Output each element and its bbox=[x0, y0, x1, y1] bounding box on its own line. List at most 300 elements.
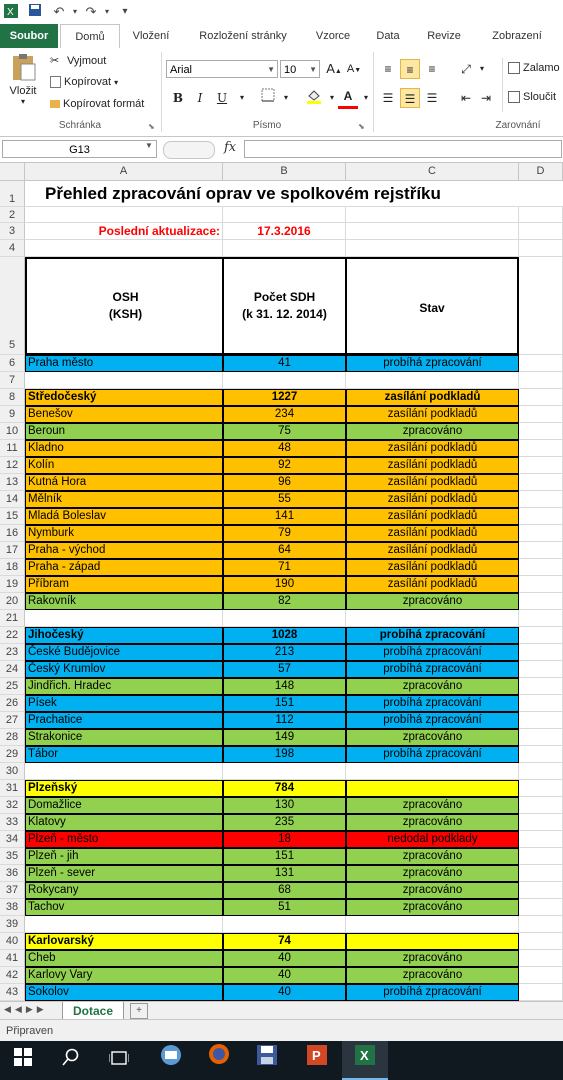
cell-osh[interactable]: České Budějovice bbox=[25, 644, 223, 661]
cell-sdh-count[interactable]: 1227 bbox=[223, 389, 346, 406]
cell-sdh-count[interactable] bbox=[223, 763, 346, 780]
row-header[interactable]: 18 bbox=[0, 559, 25, 576]
cell-sdh-count[interactable]: 64 bbox=[223, 542, 346, 559]
cell-status[interactable]: probíhá zpracování bbox=[346, 984, 519, 1001]
cell[interactable] bbox=[25, 207, 223, 223]
cell-status[interactable]: zasílání podkladů bbox=[346, 525, 519, 542]
sheet-nav-arrows-icon[interactable]: ◀◀▶▶ bbox=[4, 1004, 48, 1014]
decrease-indent-icon[interactable]: ⇤ bbox=[460, 91, 472, 105]
align-middle-icon[interactable]: ≡ bbox=[400, 59, 420, 79]
cell-osh[interactable]: Kolín bbox=[25, 457, 223, 474]
cell[interactable] bbox=[519, 440, 563, 457]
cell-sdh-count[interactable]: 41 bbox=[223, 355, 346, 372]
cell[interactable] bbox=[519, 967, 563, 984]
table-row bbox=[0, 389, 563, 406]
cell-status[interactable]: zpracováno bbox=[346, 899, 519, 916]
tab-home[interactable]: Domů bbox=[60, 24, 120, 49]
table-row bbox=[0, 882, 563, 899]
cell-osh[interactable]: Praha město bbox=[25, 355, 223, 372]
cell-sdh-count[interactable] bbox=[223, 916, 346, 933]
cell-sdh-count[interactable] bbox=[223, 372, 346, 389]
fill-color-dropdown-icon[interactable]: ▾ bbox=[329, 93, 334, 102]
cell-status[interactable]: zpracováno bbox=[346, 814, 519, 831]
paste-button[interactable] bbox=[6, 52, 40, 112]
cell-osh[interactable]: Písek bbox=[25, 695, 223, 712]
cell-osh[interactable]: Mladá Boleslav bbox=[25, 508, 223, 525]
cell-sdh-count[interactable]: 149 bbox=[223, 729, 346, 746]
cell[interactable] bbox=[519, 933, 563, 950]
cell-sdh-count[interactable]: 51 bbox=[223, 899, 346, 916]
sheet-row bbox=[0, 181, 563, 207]
customize-qat-icon[interactable]: ▾ bbox=[122, 6, 128, 17]
cut-button[interactable] bbox=[50, 54, 106, 68]
tab-file[interactable]: Soubor bbox=[0, 24, 58, 48]
cell-osh[interactable]: Praha - východ bbox=[25, 542, 223, 559]
cell[interactable] bbox=[519, 627, 563, 644]
borders-icon[interactable] bbox=[258, 88, 278, 108]
tab-view[interactable]: Zobrazení bbox=[492, 30, 542, 42]
cell-osh[interactable]: Domažlice bbox=[25, 797, 223, 814]
cell-status[interactable]: probíhá zpracování bbox=[346, 644, 519, 661]
row-header[interactable]: 10 bbox=[0, 423, 25, 440]
font-color-dropdown-icon[interactable]: ▾ bbox=[363, 93, 368, 102]
cell-status[interactable]: probíhá zpracování bbox=[346, 712, 519, 729]
name-box[interactable] bbox=[2, 140, 157, 158]
cell-sdh-count[interactable]: 71 bbox=[223, 559, 346, 576]
firefox-icon[interactable] bbox=[196, 1041, 242, 1080]
table-row bbox=[0, 780, 563, 797]
tab-page-layout[interactable]: Rozložení stránky bbox=[199, 30, 287, 42]
row-header[interactable]: 41 bbox=[0, 950, 25, 967]
excel-app-icon[interactable] bbox=[2, 3, 20, 21]
outlook-icon[interactable] bbox=[148, 1041, 194, 1080]
row-header[interactable]: 30 bbox=[0, 763, 25, 780]
select-all-corner[interactable] bbox=[0, 163, 25, 180]
table-row bbox=[0, 644, 563, 661]
cell-osh[interactable]: Benešov bbox=[25, 406, 223, 423]
cell-osh[interactable]: Jihočeský bbox=[25, 627, 223, 644]
table-row bbox=[0, 542, 563, 559]
table-row bbox=[0, 712, 563, 729]
cell[interactable] bbox=[25, 240, 223, 257]
cell-osh[interactable]: Nymburk bbox=[25, 525, 223, 542]
chevron-down-icon: ▼ bbox=[309, 65, 317, 74]
row-header[interactable]: 11 bbox=[0, 440, 25, 457]
cell-sdh-count[interactable]: 48 bbox=[223, 440, 346, 457]
fill-color-icon[interactable] bbox=[304, 88, 324, 108]
align-left-icon[interactable]: ☰ bbox=[382, 91, 394, 105]
cell[interactable] bbox=[346, 223, 519, 240]
font-group-label: Písmo bbox=[252, 120, 282, 131]
cell-status[interactable]: probíhá zpracování bbox=[346, 661, 519, 678]
cell-osh[interactable]: Prachatice bbox=[25, 712, 223, 729]
row-header[interactable]: 13 bbox=[0, 474, 25, 491]
cell-osh[interactable]: Cheb bbox=[25, 950, 223, 967]
cell-status[interactable]: zpracováno bbox=[346, 967, 519, 984]
row-header[interactable]: 28 bbox=[0, 729, 25, 746]
cell[interactable] bbox=[223, 207, 346, 223]
cell-osh[interactable]: Příbram bbox=[25, 576, 223, 593]
merge-button[interactable] bbox=[508, 91, 556, 103]
redo-dropdown-icon[interactable]: ▾ bbox=[104, 7, 109, 16]
taskbar bbox=[0, 1041, 563, 1080]
cell[interactable] bbox=[519, 423, 563, 440]
cell-sdh-count[interactable]: 130 bbox=[223, 797, 346, 814]
cell-osh[interactable] bbox=[25, 372, 223, 389]
cell-status[interactable]: zpracováno bbox=[346, 729, 519, 746]
cell[interactable] bbox=[519, 525, 563, 542]
row-header[interactable]: 4 bbox=[0, 240, 25, 257]
cell[interactable] bbox=[519, 593, 563, 610]
header-sdh-count[interactable]: Počet SDH (k 31. 12. 2014) bbox=[223, 257, 346, 355]
cell-status[interactable] bbox=[346, 933, 519, 950]
cell[interactable] bbox=[519, 240, 563, 257]
cell-sdh-count[interactable]: 151 bbox=[223, 695, 346, 712]
cell[interactable] bbox=[519, 797, 563, 814]
cell[interactable] bbox=[346, 240, 519, 257]
row-header[interactable]: 42 bbox=[0, 967, 25, 984]
sheet-title[interactable]: Přehled zpracování oprav ve spolkovém rejstříku bbox=[25, 181, 563, 207]
cell-status[interactable]: zasílání podkladů bbox=[346, 508, 519, 525]
cell-status[interactable]: zasílání podkladů bbox=[346, 491, 519, 508]
increase-indent-icon[interactable]: ⇥ bbox=[480, 91, 492, 105]
cell[interactable] bbox=[519, 882, 563, 899]
cell-status[interactable]: zpracováno bbox=[346, 797, 519, 814]
underline-icon[interactable]: U bbox=[216, 91, 228, 105]
search-icon[interactable] bbox=[48, 1041, 94, 1080]
cell[interactable] bbox=[519, 729, 563, 746]
cell[interactable] bbox=[519, 610, 563, 627]
cell-status[interactable]: zpracováno bbox=[346, 678, 519, 695]
orientation-icon[interactable]: ⤢ bbox=[461, 62, 471, 76]
cell[interactable] bbox=[519, 372, 563, 389]
cell-sdh-count[interactable]: 141 bbox=[223, 508, 346, 525]
row-header[interactable]: 20 bbox=[0, 593, 25, 610]
cell-osh[interactable]: Karlovarský bbox=[25, 933, 223, 950]
last-update-date[interactable]: 17.3.2016 bbox=[223, 223, 346, 240]
cell-sdh-count[interactable]: 79 bbox=[223, 525, 346, 542]
redo-icon[interactable]: ↷ bbox=[85, 4, 97, 19]
row-header[interactable]: 32 bbox=[0, 797, 25, 814]
cell-sdh-count[interactable]: 131 bbox=[223, 865, 346, 882]
tab-data[interactable]: Data bbox=[376, 30, 400, 42]
cell-sdh-count[interactable]: 784 bbox=[223, 780, 346, 797]
cell[interactable] bbox=[519, 780, 563, 797]
column-header-b[interactable]: B bbox=[223, 163, 346, 180]
cell[interactable] bbox=[519, 916, 563, 933]
row-header[interactable]: 26 bbox=[0, 695, 25, 712]
cell[interactable] bbox=[519, 355, 563, 372]
cell-osh[interactable]: Praha - západ bbox=[25, 559, 223, 576]
name-box-dropdown-icon[interactable]: ▼ bbox=[145, 141, 153, 150]
row-header[interactable]: 24 bbox=[0, 661, 25, 678]
cell[interactable] bbox=[346, 207, 519, 223]
cell-sdh-count[interactable]: 74 bbox=[223, 933, 346, 950]
grow-font-icon[interactable]: A▲ bbox=[326, 61, 342, 76]
cell-sdh-count[interactable]: 18 bbox=[223, 831, 346, 848]
sheet-tab-dotace[interactable]: Dotace bbox=[62, 1002, 124, 1020]
cell-osh[interactable]: Mělník bbox=[25, 491, 223, 508]
italic-icon[interactable]: I bbox=[197, 91, 203, 105]
cell[interactable] bbox=[519, 712, 563, 729]
cell[interactable] bbox=[519, 406, 563, 423]
cell[interactable] bbox=[519, 508, 563, 525]
cell-status[interactable]: zpracováno bbox=[346, 848, 519, 865]
cell-status[interactable]: zpracováno bbox=[346, 423, 519, 440]
row-header[interactable]: 40 bbox=[0, 933, 25, 950]
cell[interactable] bbox=[519, 746, 563, 763]
cell-status[interactable] bbox=[346, 763, 519, 780]
column-header-c[interactable]: C bbox=[346, 163, 519, 180]
tab-formulas[interactable]: Vzorce bbox=[315, 30, 351, 42]
cell[interactable] bbox=[519, 848, 563, 865]
cell-sdh-count[interactable]: 75 bbox=[223, 423, 346, 440]
formula-input[interactable] bbox=[244, 140, 562, 158]
cell[interactable] bbox=[519, 865, 563, 882]
cell-sdh-count[interactable]: 96 bbox=[223, 474, 346, 491]
cell[interactable] bbox=[519, 491, 563, 508]
cell-status[interactable]: zpracováno bbox=[346, 593, 519, 610]
cell-status[interactable]: zasílání podkladů bbox=[346, 576, 519, 593]
cell-sdh-count[interactable]: 235 bbox=[223, 814, 346, 831]
cell-osh[interactable]: Karlovy Vary bbox=[25, 967, 223, 984]
cell-osh[interactable]: Sokolov bbox=[25, 984, 223, 1001]
row-header[interactable]: 35 bbox=[0, 848, 25, 865]
cell-sdh-count[interactable]: 234 bbox=[223, 406, 346, 423]
header-status[interactable]: Stav bbox=[346, 257, 519, 355]
cell-osh[interactable] bbox=[25, 763, 223, 780]
cell[interactable] bbox=[519, 223, 563, 240]
cell-status[interactable]: zasílání podkladů bbox=[346, 559, 519, 576]
cell-osh[interactable]: Kutná Hora bbox=[25, 474, 223, 491]
last-update-label[interactable]: Poslední aktualizace: bbox=[25, 223, 223, 240]
cell[interactable] bbox=[519, 831, 563, 848]
row-header[interactable]: 29 bbox=[0, 746, 25, 763]
cell[interactable] bbox=[519, 207, 563, 223]
cell-status[interactable]: zpracováno bbox=[346, 950, 519, 967]
cell-status[interactable]: zasílání podkladů bbox=[346, 389, 519, 406]
merge-label: Sloučit bbox=[523, 91, 557, 103]
row-header[interactable]: 38 bbox=[0, 899, 25, 916]
cell-status[interactable] bbox=[346, 780, 519, 797]
cell-osh[interactable]: Plzeňský bbox=[25, 780, 223, 797]
font-size-combo[interactable] bbox=[280, 60, 320, 78]
cell-sdh-count[interactable]: 190 bbox=[223, 576, 346, 593]
font-color-icon[interactable]: A bbox=[338, 88, 358, 109]
cell[interactable] bbox=[519, 814, 563, 831]
shrink-font-icon[interactable]: A▼ bbox=[346, 63, 362, 75]
cell[interactable] bbox=[519, 644, 563, 661]
cell-status[interactable]: zasílání podkladů bbox=[346, 542, 519, 559]
save-icon[interactable] bbox=[26, 3, 44, 21]
row-header[interactable]: 27 bbox=[0, 712, 25, 729]
cell[interactable] bbox=[519, 678, 563, 695]
row-header[interactable]: 36 bbox=[0, 865, 25, 882]
cell[interactable] bbox=[519, 950, 563, 967]
cell-osh[interactable]: Tachov bbox=[25, 899, 223, 916]
table-row bbox=[0, 508, 563, 525]
name-box-value: G13 bbox=[69, 144, 90, 156]
table-row bbox=[0, 848, 563, 865]
column-header-d[interactable]: D bbox=[519, 163, 563, 180]
align-bottom-icon[interactable]: ≡ bbox=[428, 62, 436, 76]
row-header[interactable]: 19 bbox=[0, 576, 25, 593]
row-header[interactable]: 22 bbox=[0, 627, 25, 644]
cell-status[interactable]: zpracováno bbox=[346, 882, 519, 899]
cell-sdh-count[interactable]: 40 bbox=[223, 950, 346, 967]
align-center-icon[interactable]: ☰ bbox=[400, 88, 420, 108]
cell-status[interactable]: probíhá zpracování bbox=[346, 355, 519, 372]
cell-sdh-count[interactable]: 55 bbox=[223, 491, 346, 508]
cell[interactable] bbox=[519, 984, 563, 1001]
cell-status[interactable] bbox=[346, 372, 519, 389]
cell-status[interactable] bbox=[346, 916, 519, 933]
cell-osh[interactable]: Strakonice bbox=[25, 729, 223, 746]
orientation-dropdown-icon[interactable]: ▾ bbox=[479, 64, 484, 73]
cell-status[interactable]: probíhá zpracování bbox=[346, 746, 519, 763]
formula-bar-handle[interactable] bbox=[163, 141, 215, 159]
cell-status[interactable]: zasílání podkladů bbox=[346, 406, 519, 423]
cell[interactable] bbox=[519, 389, 563, 406]
copy-label: Kopírovat bbox=[64, 76, 112, 88]
row-header[interactable]: 5 bbox=[0, 257, 25, 355]
font-name-combo[interactable] bbox=[166, 60, 278, 78]
cell[interactable] bbox=[519, 457, 563, 474]
cell-status[interactable]: probíhá zpracování bbox=[346, 627, 519, 644]
cell[interactable] bbox=[519, 542, 563, 559]
cell-status[interactable]: zasílání podkladů bbox=[346, 474, 519, 491]
header-osh[interactable]: OSH (KSH) bbox=[25, 257, 223, 355]
row-header[interactable]: 1 bbox=[0, 181, 25, 207]
cell-sdh-count[interactable]: 82 bbox=[223, 593, 346, 610]
insert-function-icon[interactable]: fx bbox=[224, 140, 237, 155]
row-header[interactable]: 23 bbox=[0, 644, 25, 661]
cell-osh[interactable]: Kladno bbox=[25, 440, 223, 457]
cell-status[interactable]: zpracováno bbox=[346, 865, 519, 882]
cell[interactable] bbox=[519, 899, 563, 916]
wrap-text-button[interactable] bbox=[508, 62, 560, 74]
cell-sdh-count[interactable]: 198 bbox=[223, 746, 346, 763]
cell-osh[interactable] bbox=[25, 916, 223, 933]
cell-sdh-count[interactable]: 213 bbox=[223, 644, 346, 661]
align-right-icon[interactable]: ☰ bbox=[426, 91, 438, 105]
row-header[interactable]: 6 bbox=[0, 355, 25, 372]
table-row bbox=[0, 933, 563, 950]
borders-dropdown-icon[interactable]: ▾ bbox=[283, 93, 288, 102]
cell[interactable] bbox=[519, 661, 563, 678]
row-header[interactable]: 37 bbox=[0, 882, 25, 899]
tab-review[interactable]: Revize bbox=[427, 30, 461, 42]
cell-sdh-count[interactable] bbox=[223, 610, 346, 627]
row-header[interactable]: 12 bbox=[0, 457, 25, 474]
tab-insert[interactable]: Vložení bbox=[132, 30, 170, 42]
copy-button[interactable] bbox=[50, 76, 118, 88]
cell-status[interactable]: probíhá zpracování bbox=[346, 695, 519, 712]
cell-sdh-count[interactable]: 112 bbox=[223, 712, 346, 729]
row-header[interactable]: 39 bbox=[0, 916, 25, 933]
undo-icon[interactable]: ↶ bbox=[53, 4, 65, 19]
table-row bbox=[0, 865, 563, 882]
underline-dropdown-icon[interactable]: ▾ bbox=[239, 93, 244, 102]
powerpoint-icon[interactable] bbox=[294, 1041, 340, 1080]
column-header-a[interactable]: A bbox=[25, 163, 223, 180]
cell-sdh-count[interactable]: 1028 bbox=[223, 627, 346, 644]
cell-osh[interactable]: Jindřich. Hradec bbox=[25, 678, 223, 695]
cell-status[interactable]: nedodal podklady bbox=[346, 831, 519, 848]
row-header[interactable]: 25 bbox=[0, 678, 25, 695]
cell-status[interactable] bbox=[346, 610, 519, 627]
row-header[interactable]: 16 bbox=[0, 525, 25, 542]
format-painter-button[interactable] bbox=[50, 98, 144, 110]
undo-dropdown-icon[interactable]: ▾ bbox=[72, 7, 77, 16]
cell-sdh-count[interactable]: 68 bbox=[223, 882, 346, 899]
cell[interactable] bbox=[519, 576, 563, 593]
cell[interactable] bbox=[519, 257, 563, 355]
cell-status[interactable]: zasílání podkladů bbox=[346, 457, 519, 474]
row-header[interactable]: 3 bbox=[0, 223, 25, 240]
cell-osh[interactable]: Beroun bbox=[25, 423, 223, 440]
cell[interactable] bbox=[223, 240, 346, 257]
cell-osh[interactable]: Tábor bbox=[25, 746, 223, 763]
bold-icon[interactable]: B bbox=[172, 91, 184, 105]
cell[interactable] bbox=[519, 695, 563, 712]
cell-sdh-count[interactable]: 148 bbox=[223, 678, 346, 695]
cell[interactable] bbox=[519, 474, 563, 491]
cell[interactable] bbox=[519, 559, 563, 576]
task-view-icon[interactable] bbox=[96, 1041, 142, 1080]
cell-osh[interactable]: Klatovy bbox=[25, 814, 223, 831]
excel-icon[interactable] bbox=[342, 1041, 388, 1080]
cell-osh[interactable]: Český Krumlov bbox=[25, 661, 223, 678]
cell-osh[interactable]: Plzeň - jih bbox=[25, 848, 223, 865]
row-header[interactable]: 31 bbox=[0, 780, 25, 797]
cell-sdh-count[interactable]: 151 bbox=[223, 848, 346, 865]
row-header[interactable]: 17 bbox=[0, 542, 25, 559]
row-header[interactable]: 8 bbox=[0, 389, 25, 406]
cell[interactable] bbox=[519, 763, 563, 780]
svg-text:P: P bbox=[312, 1048, 321, 1063]
save-app-icon[interactable] bbox=[244, 1041, 290, 1080]
paste-label: Vložit bbox=[9, 85, 37, 97]
row-header[interactable]: 34 bbox=[0, 831, 25, 848]
row-header[interactable]: 14 bbox=[0, 491, 25, 508]
align-top-icon[interactable]: ≡ bbox=[384, 62, 392, 76]
row-header[interactable]: 43 bbox=[0, 984, 25, 1001]
row-header[interactable]: 21 bbox=[0, 610, 25, 627]
cell-osh[interactable]: Rokycany bbox=[25, 882, 223, 899]
cell-osh[interactable]: Plzeň - město bbox=[25, 831, 223, 848]
sheet-row bbox=[0, 207, 563, 223]
row-header[interactable]: 33 bbox=[0, 814, 25, 831]
cell-osh[interactable]: Rakovník bbox=[25, 593, 223, 610]
row-header[interactable]: 15 bbox=[0, 508, 25, 525]
clipboard-launcher-icon[interactable]: ⬊ bbox=[148, 122, 155, 131]
new-sheet-icon[interactable]: + bbox=[130, 1003, 148, 1019]
cell-sdh-count[interactable]: 57 bbox=[223, 661, 346, 678]
row-header[interactable]: 7 bbox=[0, 372, 25, 389]
row-header[interactable]: 2 bbox=[0, 207, 25, 223]
cell-osh[interactable]: Plzeň - sever bbox=[25, 865, 223, 882]
cell-status[interactable]: zasílání podkladů bbox=[346, 440, 519, 457]
cell-osh[interactable] bbox=[25, 610, 223, 627]
font-launcher-icon[interactable]: ⬊ bbox=[358, 122, 365, 131]
cell-sdh-count[interactable]: 92 bbox=[223, 457, 346, 474]
cell-osh[interactable]: Středočeský bbox=[25, 389, 223, 406]
cell-sdh-count[interactable]: 40 bbox=[223, 984, 346, 1001]
row-header[interactable]: 9 bbox=[0, 406, 25, 423]
cell-sdh-count[interactable]: 40 bbox=[223, 967, 346, 984]
windows-start-icon[interactable] bbox=[0, 1041, 46, 1080]
